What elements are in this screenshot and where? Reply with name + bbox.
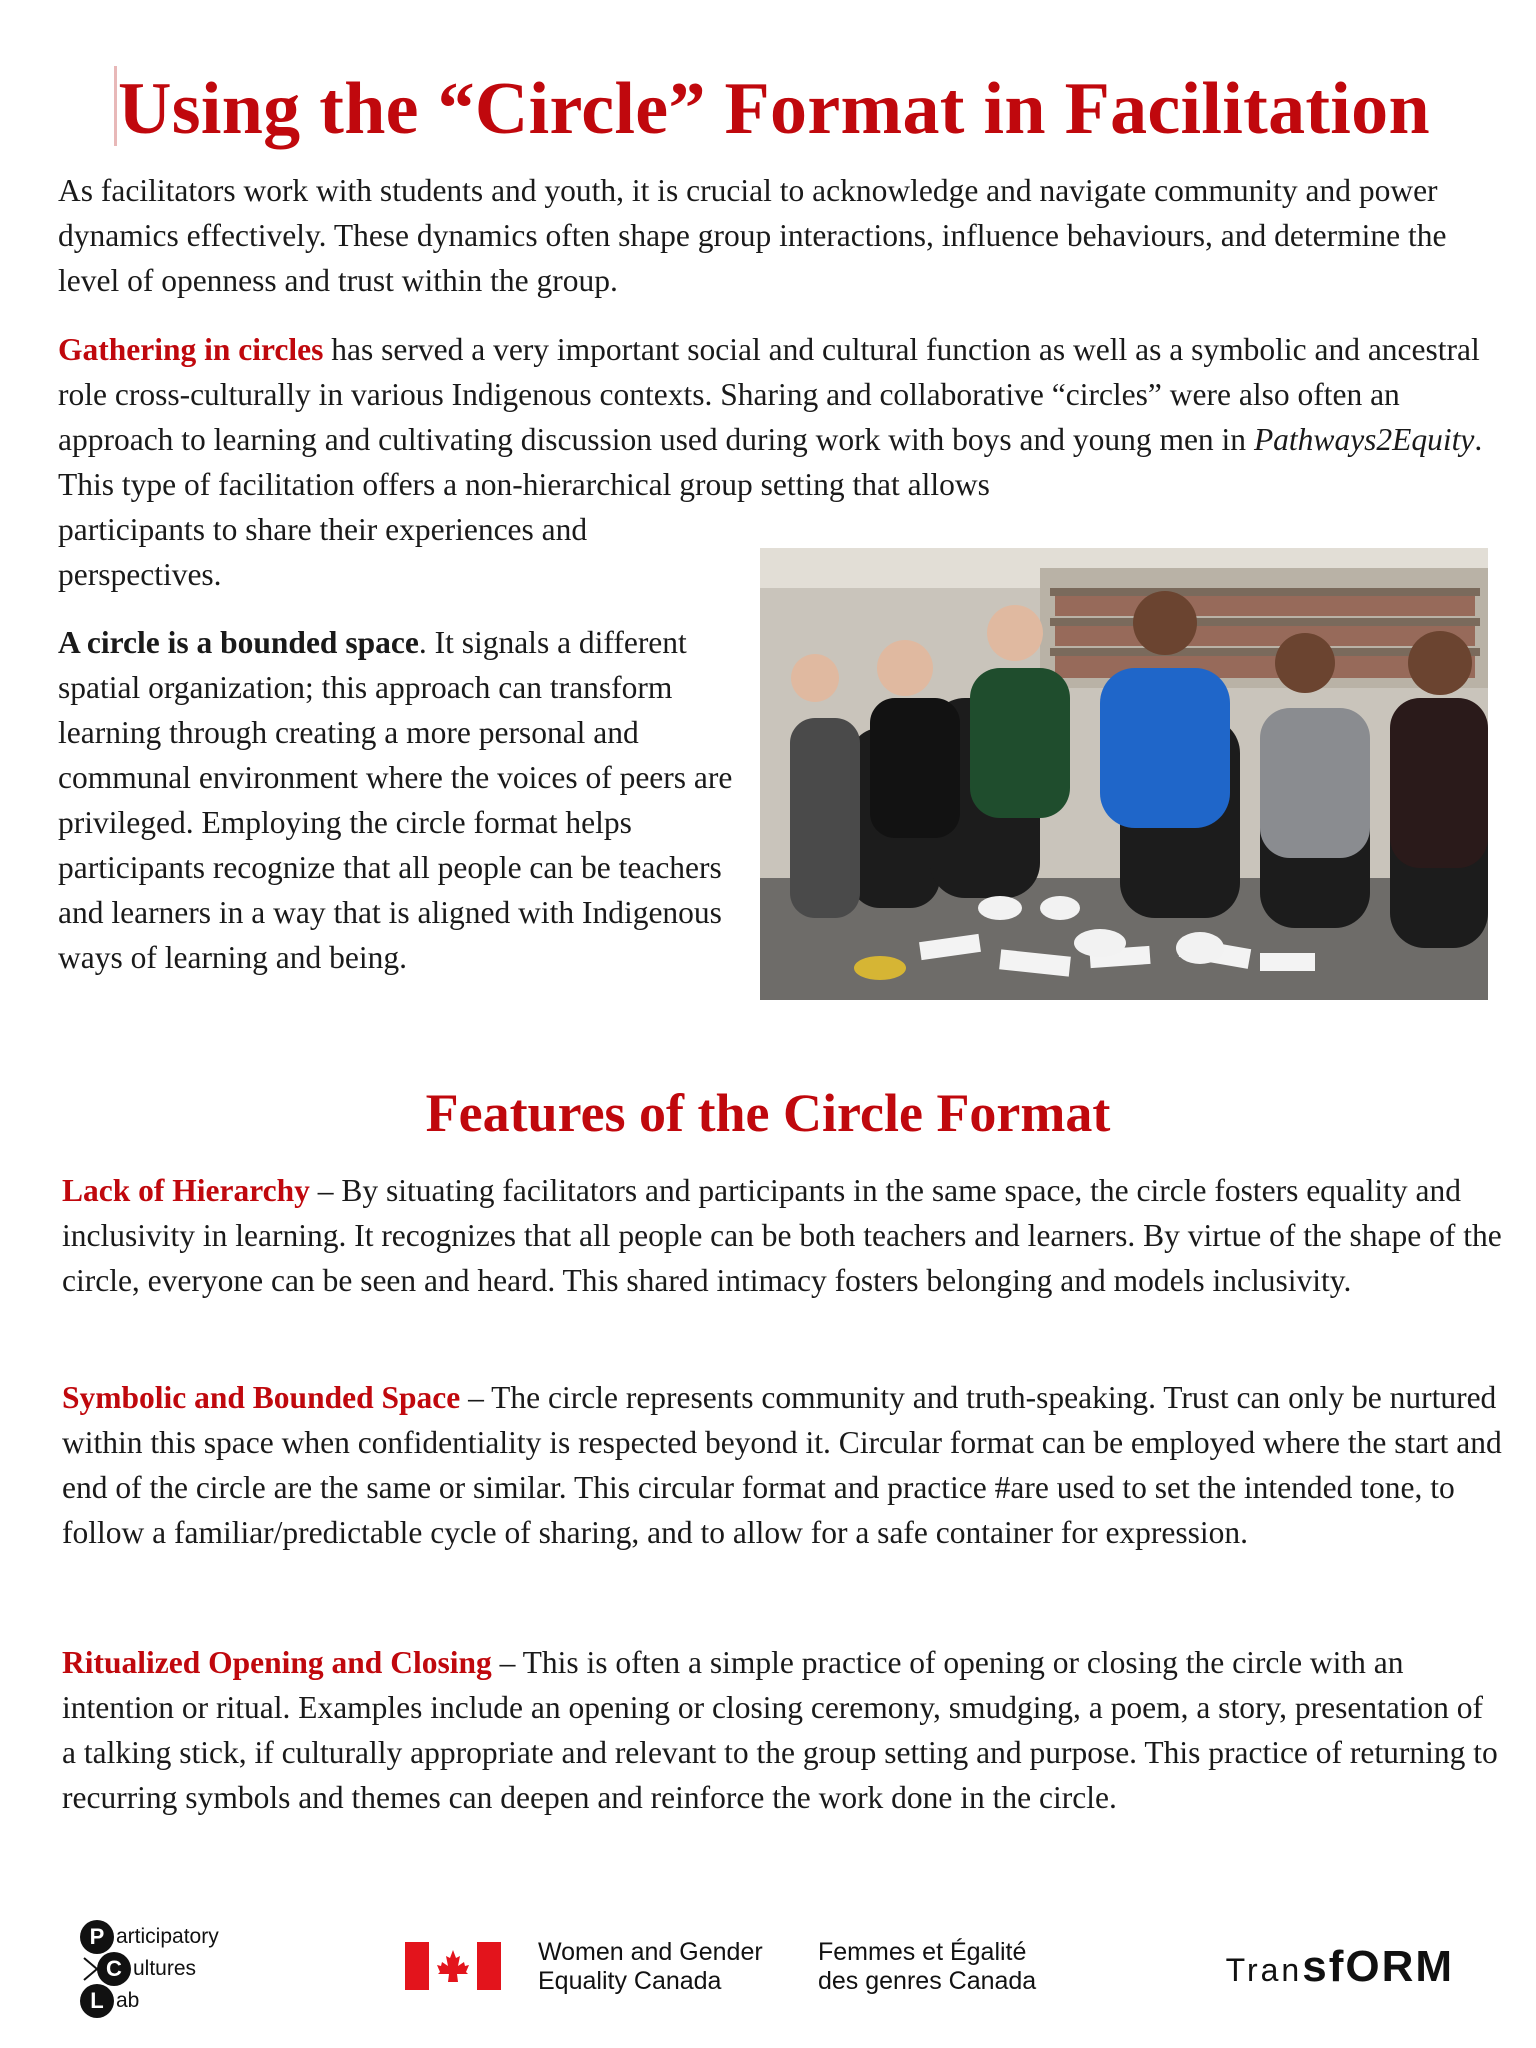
page-title: Using the “Circle” Format in Facilitation [118, 68, 1430, 150]
circle-photo-illustration [760, 548, 1488, 1000]
intro-paragraph: As facilitators work with students and youth, it is crucial to acknowledge and navigate community and power dynamics effectively. These dynamics often shape group interactions, influence behaviours, and determine the level of openness and trust within the group. [58, 173, 1447, 298]
feature-term: Lack of Hierarchy [62, 1173, 310, 1208]
pcl-p-dot: P [80, 1920, 114, 1954]
wage-fr-line-1: Femmes et Égalité [818, 1938, 1027, 1966]
wage-en-line-1: Women and Gender [538, 1938, 763, 1966]
text-cursor [114, 66, 117, 146]
feature-term: Ritualized Opening and Closing [62, 1645, 492, 1680]
canada-flag-icon [405, 1942, 501, 1990]
pcl-c-dot: C [97, 1952, 131, 1986]
bounded-lead: A circle is a bounded space [58, 625, 419, 660]
program-name: Pathways2Equity [1253, 422, 1475, 457]
footer-logos [0, 1920, 1536, 2030]
transform-part-1: Tran [1225, 1952, 1303, 1988]
pcl-l-dot: L [80, 1984, 114, 2018]
transform-logo [1226, 1942, 1454, 1992]
transform-part-2: sfORM [1302, 1942, 1454, 1991]
wage-english [538, 1938, 763, 1996]
wage-en-line-2: Equality Canada [538, 1967, 722, 1995]
bounded-paragraph [58, 620, 748, 980]
gathering-text-2: . This type of facilitation offers a non-hierarchical group setting that allows [58, 422, 1483, 502]
pcl-word-2: ultures [133, 1957, 197, 1980]
wage-french [818, 1938, 1036, 1996]
feature-text: – The circle represents community and truth-speaking. Trust can only be nurtured within this space when confidentiality is respected beyond it. Circular format can be employed where the start and end of the circle are the same or similar. This circular format and practice #are used to set the intended tone, to follow a familiar/predictable cycle of sharing, and to allow for a safe container for expression. [62, 1380, 1502, 1550]
pcl-word-1: articipatory [116, 1925, 219, 1948]
pcl-word-3: ab [116, 1989, 140, 2012]
gathering-continuation: participants to share their experiences and perspectives. [58, 512, 588, 592]
gathering-paragraph [58, 327, 1498, 507]
feature-term: Symbolic and Bounded Space [62, 1380, 461, 1415]
participatory-cultures-lab-logo [80, 1920, 280, 2020]
feature-text: – By situating facilitators and participants in the same space, the circle fosters equality and inclusivity in learning. It recognizes that all people can be both teachers and learners. By virtue of the shape of the circle, everyone can be seen and heard. This shared intimacy fosters belonging and models inclusivity. [62, 1173, 1502, 1298]
features-heading: Features of the Circle Format [425, 1083, 1111, 1143]
circle-photo [760, 548, 1488, 1000]
feature-ritualized-opening [62, 1640, 1502, 1820]
bounded-text: . It signals a different spatial organization; this approach can transform learning through creating a more personal and communal environment where the voices of peers are privileged. Employing the circle format helps participants recognize that all people can be teachers and learners in a way that is aligned with Indigenous ways of learning and being. [58, 625, 733, 975]
wage-fr-line-2: des genres Canada [818, 1967, 1037, 1995]
feature-lack-of-hierarchy [62, 1168, 1502, 1303]
feature-text: – This is often a simple practice of opening or closing the circle with an intention or ritual. Examples include an opening or closing ceremony, smudging, a poem, a story, presentation of a talking stick, if culturally appropriate and relevant to the group setting and purpose. This practice of returning to recurring symbols and themes can deepen and reinforce the work done in the circle. [62, 1645, 1498, 1815]
feature-symbolic-space [62, 1375, 1502, 1555]
gathering-lead: Gathering in circles [58, 332, 324, 367]
gathering-text-1: has served a very important social and cultural function as well as a symbolic and ancestral role cross-culturally in various Indigenous contexts. Sharing and collaborative “circles” were also often an approach to learning and cultivating discussion used during work with boys and young men in [58, 332, 1480, 457]
